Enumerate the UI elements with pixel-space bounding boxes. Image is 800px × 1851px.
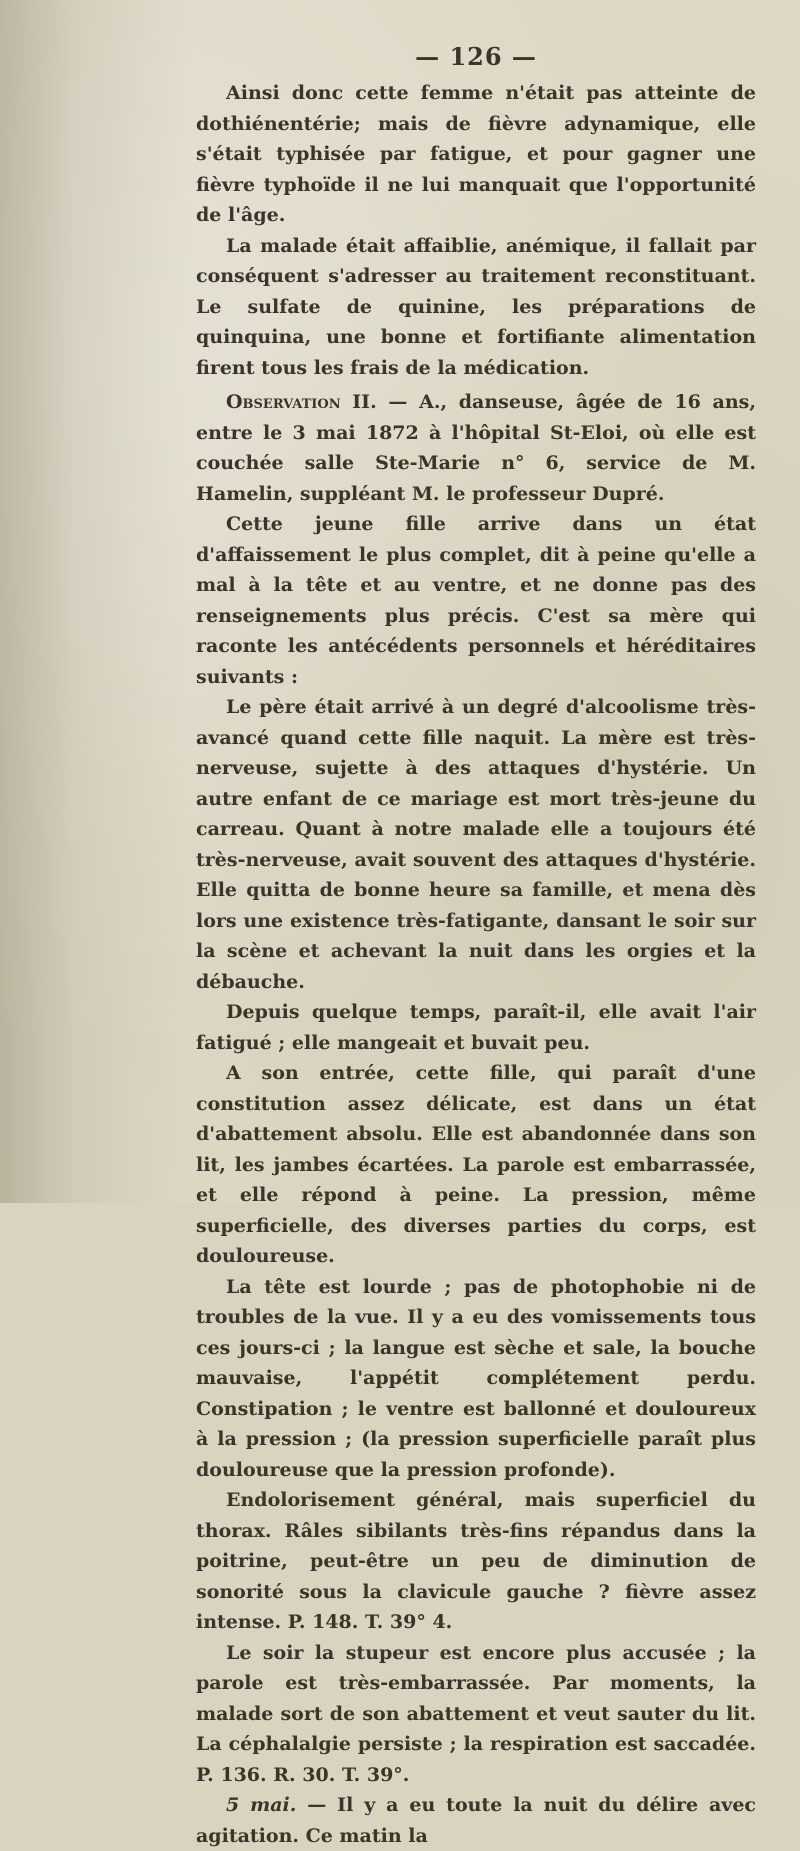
- paragraph: A son entrée, cette fille, qui paraît d'une constitution assez délicate, est dans un état d'abattement absolu. Elle est abandonnée dans son lit, les jambes écartées. La parole est embarrassée, et elle répond à peine. La pression, même superficielle, des diverses parties du corps, est douloureuse.: [196, 1062, 756, 1267]
- paragraph: Le soir la stupeur est encore plus accusée ; la parole est très-embarrassée. Par moments, la malade sort de son abattement et veut sauter du lit. La céphalalgie persiste ; la respiration est saccadée. P. 136. R. 30. T. 39°.: [196, 1641, 756, 1786]
- paragraph: Depuis quelque temps, paraît-il, elle avait l'air fatigué ; elle mangeait et buvait peu.: [196, 1001, 756, 1054]
- paragraph: Le père était arrivé à un degré d'alcoolisme très-avancé quand cette fille naquit. La mère est très-nerveuse, sujette à des attaques d'hystérie. Un autre enfant de ce mariage est mort très-jeune du carreau. Quant à notre malade elle a toujours été très-nerveuse, avait souvent des attaques d'hystérie. Elle quitta de bonne heure sa famille, et mena dès lors une existence très-fatigante, dansant le soir sur la scène et achevant la nuit dans les orgies et la débauche.: [196, 696, 756, 993]
- paragraph: Endolorisement général, mais superficiel du thorax. Râles sibilants très-fins répandus dans la poitrine, peut-être un peu de diminution de sonorité sous la clavicule gauche ? fièvre assez intense. P. 148. T. 39° 4.: [196, 1489, 756, 1633]
- paragraph-observation-heading: Observation II. — A., danseuse, âgée de 16 ans, entre le 3 mai 1872 à l'hôpital St-Eloi, où elle est couchée salle Ste-Marie n° 6, service de M. Hamelin, suppléant M. le professeur Dupré.: [196, 391, 756, 505]
- date-label: 5 mai.: [226, 1794, 297, 1816]
- paragraph-dated-entry: 5 mai. — Il y a eu toute la nuit du délire avec agitation. Ce matin la: [196, 1794, 756, 1847]
- paragraph: Cette jeune fille arrive dans un état d'affaissement le plus complet, dit à peine qu'elle a mal à la tête et au ventre, et ne donne pas des renseignements plus précis. C'est sa mère qui raconte les antécédents personnels et héréditaires suivants :: [196, 513, 756, 688]
- page-shadow-edge: [0, 0, 190, 1203]
- page-text-block: [196, 40, 756, 1851]
- page-number: — 126 —: [415, 42, 537, 71]
- observation-label: Observation II.: [226, 391, 377, 413]
- paragraph: La malade était affaiblie, anémique, il fallait par conséquent s'adresser au traitement reconstituant. Le sulfate de quinine, les préparations de quinquina, une bonne et fortifiante alimentation firent tous les frais de la médication.: [196, 234, 756, 379]
- paragraph: La tête est lourde ; pas de photophobie ni de troubles de la vue. Il y a eu des vomissements tous ces jours-ci ; la langue est sèche et sale, la bouche mauvaise, l'appétit complétement perdu. Constipation ; le ventre est ballonné et douloureux à la pression ; (la pression superficielle paraît plus douloureuse que la pression profonde).: [196, 1275, 756, 1481]
- paragraph: Ainsi donc cette femme n'était pas atteinte de dothiénentérie; mais de fièvre adynamique, elle s'était typhisée par fatigue, et pour gagner une fièvre typhoïde il ne lui manquait que l'opportunité de l'âge.: [196, 82, 756, 226]
